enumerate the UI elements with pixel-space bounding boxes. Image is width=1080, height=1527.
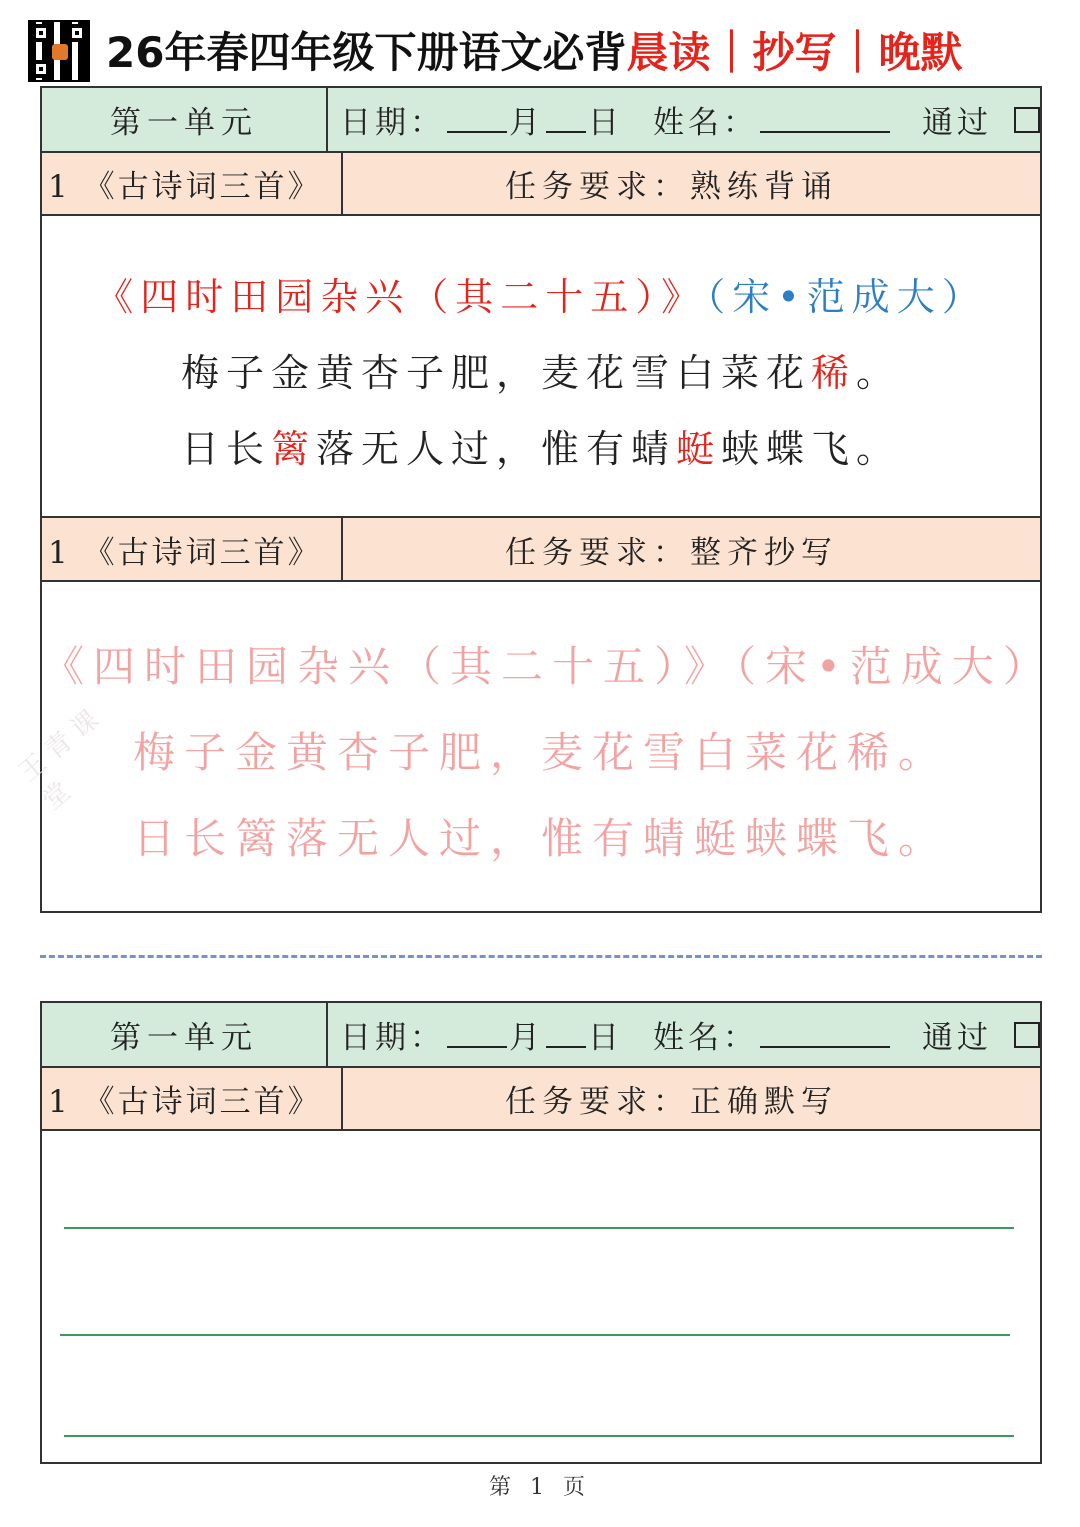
trace-title: 《四时田园杂兴（其二十五）》（宋•范成大）: [42, 642, 1054, 691]
pass-checkbox[interactable]: [1014, 107, 1040, 133]
pass-checkbox[interactable]: [1014, 1022, 1040, 1048]
name-label: 姓名：: [653, 105, 758, 141]
highlight-char: 蜓: [676, 427, 722, 471]
date-label: 日期：: [340, 105, 445, 141]
poem-line-2: 日长篱落无人过，惟有蜻蜓蛱蝶飞。: [180, 427, 902, 471]
pass-label: 通过: [922, 105, 992, 141]
writing-line-1: [64, 1227, 1014, 1229]
header-row: [42, 1003, 1040, 1068]
cut-line: [40, 955, 1042, 958]
lesson-label: 1 《古诗词三首》: [42, 518, 343, 580]
writing-line-2: [60, 1334, 1010, 1336]
poem-copy-trace[interactable]: [42, 582, 1054, 907]
task-dictate: 任务要求：正确默写: [343, 1068, 1040, 1129]
poem-author: （宋•范成大）: [706, 275, 987, 319]
writing-line-3: [64, 1435, 1014, 1437]
lesson-label: 1 《古诗词三首》: [42, 1068, 343, 1129]
writing-area[interactable]: [42, 1131, 1040, 1462]
unit-label: 第一单元: [42, 88, 328, 151]
poem-recite: [42, 216, 1040, 518]
trace-line-1: 梅子金黄杏子肥，麦花雪白菜花稀。: [132, 728, 949, 777]
task-row-recite: [42, 153, 1040, 216]
page-number: 第 1 页: [489, 1475, 591, 1500]
month-label: 月: [509, 1020, 544, 1056]
task-recite: 任务要求：熟练背诵: [343, 153, 1040, 214]
title-main: 26年春四年级下册语文必背: [106, 28, 627, 77]
unit-label: 第一单元: [42, 1003, 328, 1066]
header-row: [42, 88, 1040, 153]
task-row-dictate: [42, 1068, 1040, 1131]
poem-line-1: 梅子金黄杏子肥，麦花雪白菜花稀。: [180, 351, 902, 395]
month-blank[interactable]: [447, 107, 507, 133]
title-tail: 晨读｜抄写｜晚默: [626, 28, 963, 77]
info-row: [328, 88, 1040, 151]
date-label: 日期：: [340, 1020, 445, 1056]
worksheet-bottom: [40, 1001, 1042, 1464]
day-label: 日: [588, 105, 623, 141]
month-blank[interactable]: [447, 1022, 507, 1048]
day-blank[interactable]: [546, 107, 586, 133]
page-title: [106, 22, 962, 84]
day-blank[interactable]: [546, 1022, 586, 1048]
task-copy: 任务要求：整齐抄写: [343, 518, 1040, 580]
poem-title: 《四时田园杂兴（其二十五）》: [95, 275, 707, 319]
pass-label: 通过: [922, 1020, 992, 1056]
lesson-label: 1 《古诗词三首》: [42, 153, 343, 214]
name-blank[interactable]: [760, 1022, 890, 1048]
name-label: 姓名：: [653, 1020, 758, 1056]
watermark: 王青课堂: [13, 699, 111, 817]
highlight-char: 稀: [810, 351, 856, 395]
highlight-char: 篱: [270, 427, 316, 471]
day-label: 日: [588, 1020, 623, 1056]
worksheet-top: [40, 86, 1054, 913]
name-blank[interactable]: [760, 107, 890, 133]
qr-code: [28, 20, 90, 82]
month-label: 月: [509, 105, 544, 141]
info-row: [328, 1003, 1040, 1066]
task-row-copy: [42, 518, 1040, 582]
trace-line-2: 日长篱落无人过，惟有蜻蜓蛱蝶飞。: [132, 814, 949, 863]
